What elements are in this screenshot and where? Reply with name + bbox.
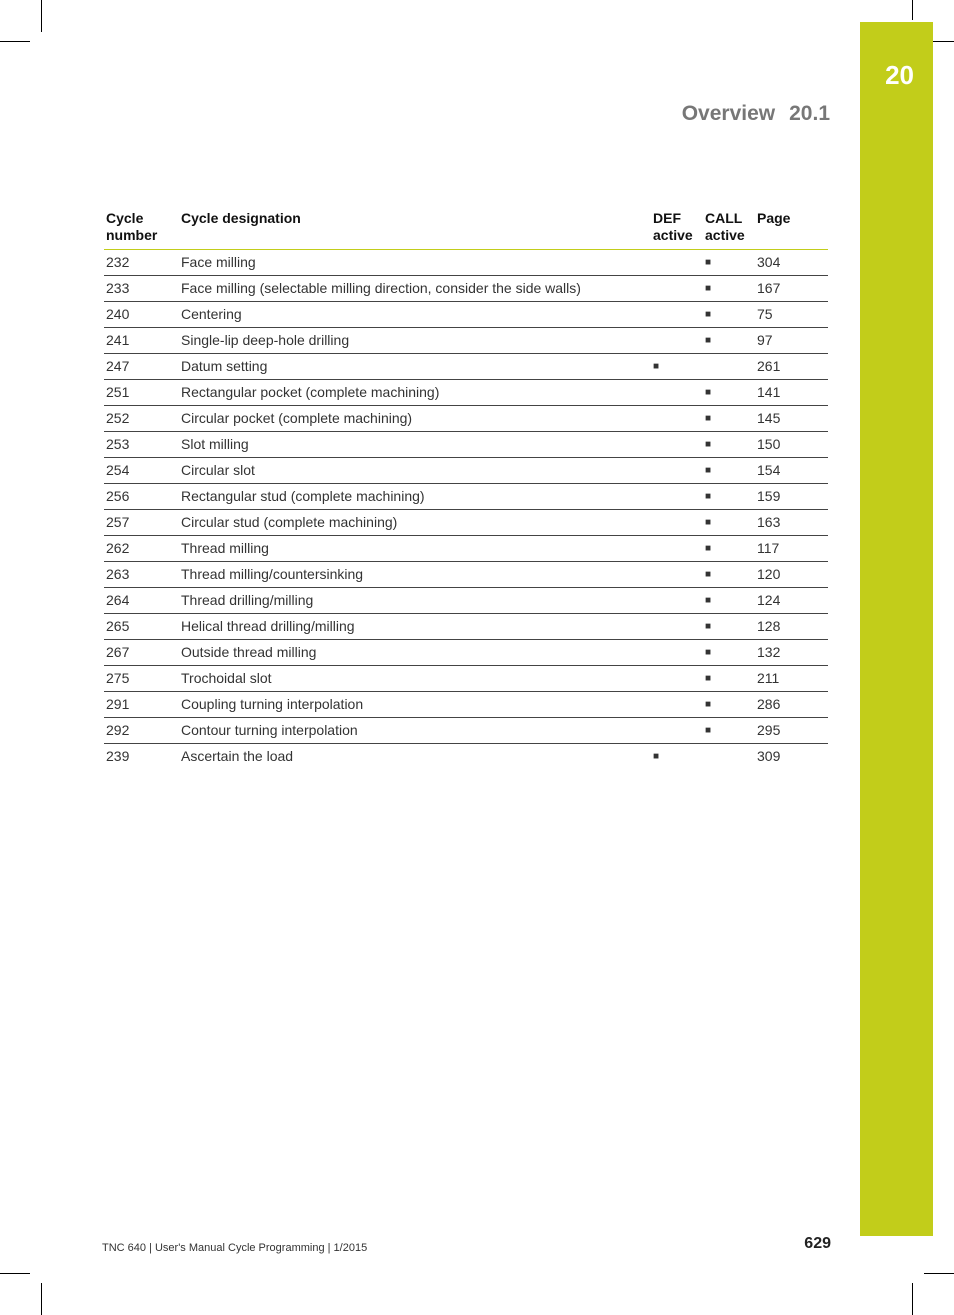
call-active-cell: [703, 354, 755, 380]
call-active-cell: [703, 744, 755, 770]
call-active-cell: ■: [703, 250, 755, 276]
call-active-cell: ■: [703, 692, 755, 718]
table-row: [104, 484, 828, 510]
cycle-number-cell: 233: [104, 276, 179, 302]
cycle-number-cell: 265: [104, 614, 179, 640]
table-row: [104, 354, 828, 380]
cycle-designation-cell: Outside thread milling: [179, 640, 651, 666]
page-cell: 75: [755, 302, 828, 328]
table-row: [104, 718, 828, 744]
page-cell: 132: [755, 640, 828, 666]
call-active-cell: ■: [703, 640, 755, 666]
cycle-number-cell: 232: [104, 250, 179, 276]
cycle-number-cell: 239: [106, 747, 130, 764]
page-cell: 145: [755, 406, 828, 432]
call-active-cell: ■: [703, 406, 755, 432]
header-def-active: DEF active: [651, 209, 703, 250]
cycle-designation-cell: Circular slot: [179, 458, 651, 484]
cycle-number-cell: 263: [104, 562, 179, 588]
page-cell: 163: [755, 510, 828, 536]
header-call-active: CALL active: [703, 209, 755, 250]
def-active-cell: [651, 536, 703, 562]
call-active-cell: ■: [703, 484, 755, 510]
cycle-number-cell: 257: [104, 510, 179, 536]
def-active-cell: [651, 588, 703, 614]
call-active-cell: ■: [703, 432, 755, 458]
call-active-cell: ■: [703, 666, 755, 692]
cycle-number-cell: 267: [104, 640, 179, 666]
table-row: [104, 692, 828, 718]
table-row: [104, 614, 828, 640]
table-row: [104, 406, 828, 432]
def-active-cell: ■: [651, 354, 703, 380]
crop-mark: [41, 0, 42, 32]
crop-mark: [912, 1283, 913, 1315]
call-active-cell: ■: [703, 302, 755, 328]
page-cell: 97: [755, 328, 828, 354]
crop-mark: [924, 1273, 954, 1274]
table-row: [104, 328, 828, 354]
def-active-cell: [651, 562, 703, 588]
cycle-designation-cell: Circular stud (complete machining): [179, 510, 651, 536]
section-title: Overview: [681, 102, 776, 125]
def-active-cell: [651, 640, 703, 666]
cycle-designation-cell: Thread milling: [179, 536, 651, 562]
def-active-cell: [651, 276, 703, 302]
table-row: [104, 250, 828, 276]
cycle-number-cell: 264: [104, 588, 179, 614]
page-cell: 261: [755, 354, 828, 380]
header-cycle-number: Cycle number: [104, 209, 179, 250]
page-cell: 154: [755, 458, 828, 484]
page-cell: 159: [755, 484, 828, 510]
crop-mark: [933, 41, 954, 42]
def-active-cell: [651, 302, 703, 328]
def-active-cell: [651, 666, 703, 692]
page-cell: 167: [755, 276, 828, 302]
page-cell: 120: [755, 562, 828, 588]
table-row: [104, 536, 828, 562]
def-active-cell: [651, 328, 703, 354]
def-active-cell: [651, 692, 703, 718]
call-active-cell: ■: [703, 458, 755, 484]
cycle-designation-cell: Coupling turning interpolation: [179, 692, 651, 718]
cycle-number-cell: 252: [104, 406, 179, 432]
cycle-designation-cell: Trochoidal slot: [179, 666, 651, 692]
cycle-number-cell: 253: [104, 432, 179, 458]
section-heading: [682, 102, 830, 126]
table-row: [104, 666, 828, 692]
def-active-cell: ■: [653, 750, 660, 762]
table-body: [104, 250, 828, 770]
def-active-cell: [651, 406, 703, 432]
table-row: [104, 432, 828, 458]
cycle-number-cell: 262: [104, 536, 179, 562]
cycle-number-cell: 275: [104, 666, 179, 692]
def-active-cell: [651, 458, 703, 484]
cycle-designation-cell: Single-lip deep-hole drilling: [179, 328, 651, 354]
cycle-designation-cell: Circular pocket (complete machining): [179, 406, 651, 432]
cycle-number-cell: 291: [104, 692, 179, 718]
footer-text: TNC 640 | User's Manual Cycle Programming | 1/2015: [102, 1242, 368, 1254]
page-cell: 295: [755, 718, 828, 744]
cycle-designation-cell: Thread drilling/milling: [179, 588, 651, 614]
table-row: [104, 744, 828, 770]
cycle-number-cell: 241: [104, 328, 179, 354]
cycle-number-cell: 251: [104, 380, 179, 406]
cycle-designation-cell: Thread milling/countersinking: [179, 562, 651, 588]
page-cell: 124: [755, 588, 828, 614]
cycle-number-cell: 240: [104, 302, 179, 328]
chapter-tab: [860, 22, 933, 1236]
call-active-cell: ■: [703, 510, 755, 536]
call-active-cell: ■: [703, 562, 755, 588]
crop-mark: [0, 41, 30, 42]
cycle-designation-cell: Datum setting: [179, 354, 651, 380]
table-row: [104, 380, 828, 406]
call-active-cell: ■: [703, 718, 755, 744]
crop-mark: [41, 1283, 42, 1315]
cycles-overview-table: [104, 209, 828, 769]
table-row: [104, 588, 828, 614]
cycle-designation-cell: Ascertain the load: [181, 747, 294, 764]
cycle-designation-cell: Contour turning interpolation: [179, 718, 651, 744]
page-cell: 286: [755, 692, 828, 718]
page-cell: 304: [755, 250, 828, 276]
header-page: Page: [755, 209, 828, 250]
cycle-designation-cell: Face milling (selectable milling direction, consider the side walls): [179, 276, 651, 302]
call-active-cell: ■: [703, 536, 755, 562]
page-cell: 141: [755, 380, 828, 406]
section-number: 20.1: [789, 102, 830, 125]
page-cell: 117: [755, 536, 828, 562]
page-cell: 128: [755, 614, 828, 640]
header-cycle-designation: Cycle designation: [179, 209, 651, 250]
crop-mark: [912, 0, 913, 20]
page-cell: 211: [755, 666, 828, 692]
cycle-designation-cell: Face milling: [179, 250, 651, 276]
def-active-cell: [651, 250, 703, 276]
call-active-cell: ■: [703, 614, 755, 640]
def-active-cell: [651, 614, 703, 640]
cycle-number-cell: 247: [104, 354, 179, 380]
page-number: 629: [804, 1235, 831, 1252]
call-active-cell: ■: [703, 588, 755, 614]
table-row: [104, 276, 828, 302]
cycle-number-cell: 292: [104, 718, 179, 744]
chapter-number: 20: [885, 60, 914, 90]
page-cell: 309: [757, 747, 781, 764]
call-active-cell: ■: [703, 328, 755, 354]
cycle-designation-cell: Rectangular stud (complete machining): [179, 484, 651, 510]
def-active-cell: [651, 380, 703, 406]
def-active-cell: [651, 718, 703, 744]
def-active-cell: [651, 484, 703, 510]
cycle-number-cell: 254: [104, 458, 179, 484]
def-active-cell: [651, 510, 703, 536]
cycle-designation-cell: Helical thread drilling/milling: [179, 614, 651, 640]
def-active-cell: [651, 432, 703, 458]
cycle-designation-cell: Centering: [179, 302, 651, 328]
cycle-designation-cell: Rectangular pocket (complete machining): [179, 380, 651, 406]
call-active-cell: ■: [703, 276, 755, 302]
table-row: [104, 562, 828, 588]
table-header-row: [104, 209, 828, 250]
table-row: [104, 458, 828, 484]
cycle-number-cell: 256: [104, 484, 179, 510]
crop-mark: [0, 1273, 30, 1274]
table-row: [104, 510, 828, 536]
table-row: [104, 640, 828, 666]
page-cell: 150: [755, 432, 828, 458]
call-active-cell: ■: [703, 380, 755, 406]
table-row: [104, 302, 828, 328]
cycle-designation-cell: Slot milling: [179, 432, 651, 458]
